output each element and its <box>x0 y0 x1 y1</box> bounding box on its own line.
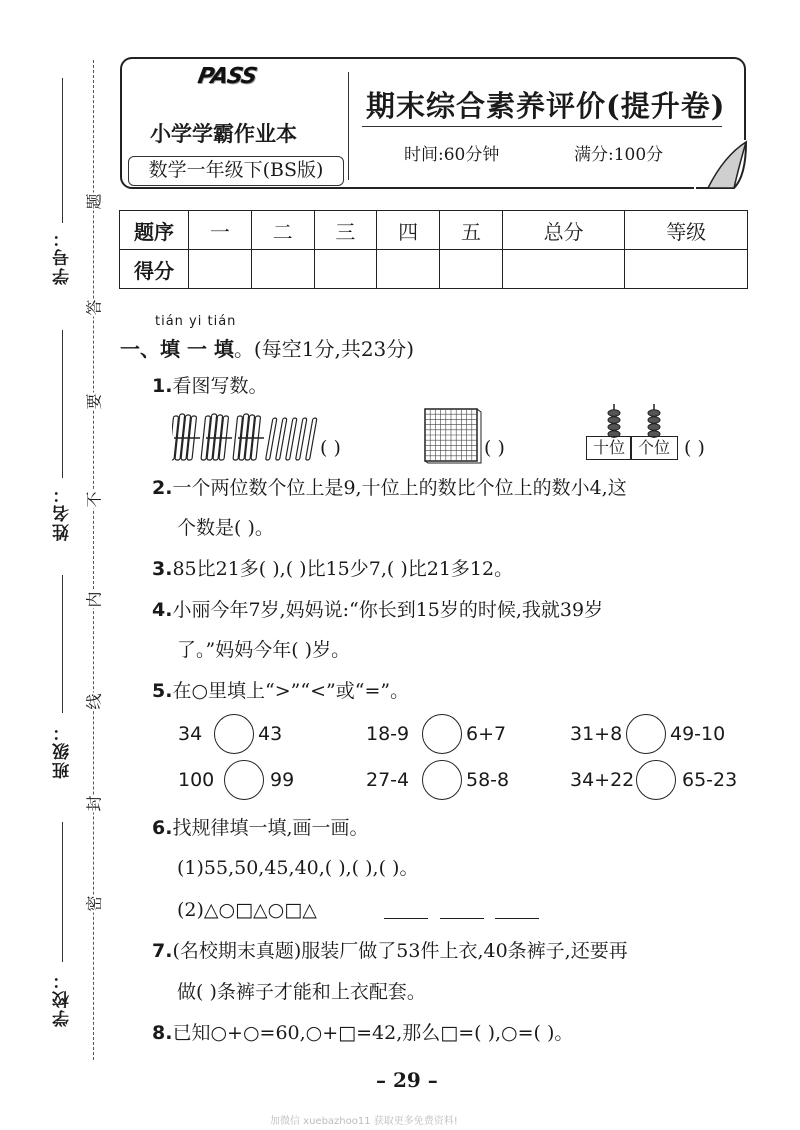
section-number: 一、 <box>120 337 160 361</box>
tens-place-box: 十位 <box>586 436 632 460</box>
score-table-header-row <box>120 211 748 250</box>
compare-right: 58-8 <box>466 769 510 791</box>
table-header-cell: 总分 <box>502 211 625 250</box>
stick-bundles-image <box>172 412 328 464</box>
score-cell[interactable] <box>251 250 314 289</box>
score-table-score-row <box>120 250 748 289</box>
student-no-label: 学号： <box>53 228 73 285</box>
page-curl-icon <box>694 140 750 192</box>
question-number: 3. <box>152 558 173 580</box>
book-subtitle: 数学一年级下(BS版) <box>128 156 344 186</box>
compare-right: 99 <box>270 769 295 791</box>
question-text: 小丽今年7岁,妈妈说:“你长到15岁的时候,我就39岁 <box>172 599 604 621</box>
compare-right: 6+7 <box>466 723 507 745</box>
score-cell[interactable] <box>440 250 503 289</box>
question-2-line-2[interactable]: 个数是( )。 <box>177 517 274 539</box>
exam-title: 期末综合素养评价(提升卷) <box>366 89 726 123</box>
page-number: – 29 – <box>376 1068 438 1092</box>
compare-right: 65-23 <box>682 769 738 791</box>
question-number: 1. <box>152 375 173 397</box>
score-cell[interactable] <box>377 250 440 289</box>
question-text: 看图写数。 <box>172 375 268 397</box>
question-6-part-1[interactable]: (1)55,50,45,40,( ),( ),( )。 <box>177 857 419 879</box>
question-4 <box>152 598 603 622</box>
question-text: 找规律填一填,画一画。 <box>172 817 369 839</box>
seal-char: 不 <box>82 491 105 509</box>
question-number: 5. <box>152 680 173 702</box>
pass-logo: PASS <box>195 64 259 89</box>
seal-char: 答 <box>82 299 105 317</box>
seal-char: 题 <box>82 193 105 211</box>
seal-char: 封 <box>82 795 105 813</box>
answer-bracket[interactable]: ( ) <box>320 437 341 459</box>
compare-circle[interactable] <box>636 760 676 800</box>
score-table <box>119 210 748 289</box>
exam-full-score: 满分:100分 <box>574 145 664 165</box>
exam-time: 时间:60分钟 <box>404 145 500 165</box>
answer-bracket[interactable]: ( ) <box>484 437 505 459</box>
compare-left: 18-9 <box>366 723 410 745</box>
answer-blank-line[interactable] <box>384 918 428 919</box>
question-number: 4. <box>152 599 173 621</box>
question-5 <box>152 679 409 703</box>
class-label: 班级： <box>53 722 73 779</box>
title-underline <box>362 126 722 127</box>
compare-left: 100 <box>178 769 215 791</box>
question-text: 一个两位数个位上是9,十位上的数比个位上的数小4,这 <box>172 477 627 499</box>
book-title: 小学学霸作业本 <box>150 122 297 146</box>
question-text: (名校期末真题)服装厂做了53件上衣,40条裤子,还要再 <box>172 940 628 962</box>
school-line <box>62 822 63 962</box>
table-header-cell: 等级 <box>625 211 748 250</box>
compare-circle[interactable] <box>422 760 462 800</box>
score-cell[interactable] <box>502 250 625 289</box>
compare-circle[interactable] <box>626 714 666 754</box>
name-line <box>62 330 63 478</box>
question-3[interactable] <box>152 557 513 581</box>
section-heading: 填 一 填 <box>160 337 234 361</box>
table-header-cell: 一 <box>189 211 252 250</box>
section-note: 。(每空1分,共23分) <box>233 337 415 361</box>
seal-char: 密 <box>82 895 105 913</box>
answer-blank-line[interactable] <box>495 918 539 919</box>
score-cell[interactable] <box>189 250 252 289</box>
abacus-icon <box>592 404 676 438</box>
score-cell[interactable] <box>625 250 748 289</box>
compare-circle[interactable] <box>214 714 254 754</box>
seal-char: 线 <box>82 693 105 711</box>
compare-right: 43 <box>258 723 283 745</box>
question-2 <box>152 476 627 500</box>
section-title <box>120 333 414 362</box>
question-1 <box>152 374 267 398</box>
question-8[interactable] <box>152 1021 573 1045</box>
footer-watermark: 加微信 xuebazhoo11 获取更多免费资料! <box>270 1116 458 1127</box>
compare-circle[interactable] <box>422 714 462 754</box>
compare-circle[interactable] <box>224 760 264 800</box>
header-divider <box>348 72 349 180</box>
question-number: 8. <box>152 1022 173 1044</box>
question-text: 在○里填上“>”“<”或“=”。 <box>172 680 410 702</box>
name-label: 姓名： <box>53 484 73 541</box>
section-pinyin: tián yi tián <box>155 314 237 329</box>
question-7 <box>152 939 628 963</box>
question-text: 85比21多( ),( )比15少7,( )比21多12。 <box>172 558 514 580</box>
score-row-label: 得分 <box>120 250 189 289</box>
table-header-cell: 三 <box>314 211 377 250</box>
question-6-part-2: (2)△○□△○□△ <box>177 899 317 921</box>
hundred-grid-image <box>424 408 482 464</box>
question-number: 2. <box>152 477 173 499</box>
compare-left: 34 <box>178 723 203 745</box>
ones-place-box: 个位 <box>630 436 678 460</box>
class-line <box>62 575 63 713</box>
seal-char: 内 <box>82 591 105 609</box>
question-7-line-2[interactable]: 做( )条裤子才能和上衣配套。 <box>177 981 426 1003</box>
question-text: 已知○+○=60,○+□=42,那么□=( ),○=( )。 <box>172 1022 574 1044</box>
question-number: 7. <box>152 940 173 962</box>
table-header-cell: 四 <box>377 211 440 250</box>
compare-left: 27-4 <box>366 769 410 791</box>
table-header-cell: 五 <box>440 211 503 250</box>
seal-char: 要 <box>82 393 105 411</box>
question-4-line-2[interactable]: 了。”妈妈今年( )岁。 <box>177 639 351 661</box>
question-6 <box>152 816 369 840</box>
answer-blank-line[interactable] <box>440 918 484 919</box>
compare-left: 34+22 <box>570 769 635 791</box>
answer-bracket[interactable]: ( ) <box>684 437 705 459</box>
table-header-cell: 题序 <box>120 211 189 250</box>
table-header-cell: 二 <box>251 211 314 250</box>
question-number: 6. <box>152 817 173 839</box>
compare-right: 49-10 <box>670 723 726 745</box>
school-label: 学校： <box>53 970 73 1027</box>
score-cell[interactable] <box>314 250 377 289</box>
compare-left: 31+8 <box>570 723 623 745</box>
student-no-line <box>62 78 63 223</box>
